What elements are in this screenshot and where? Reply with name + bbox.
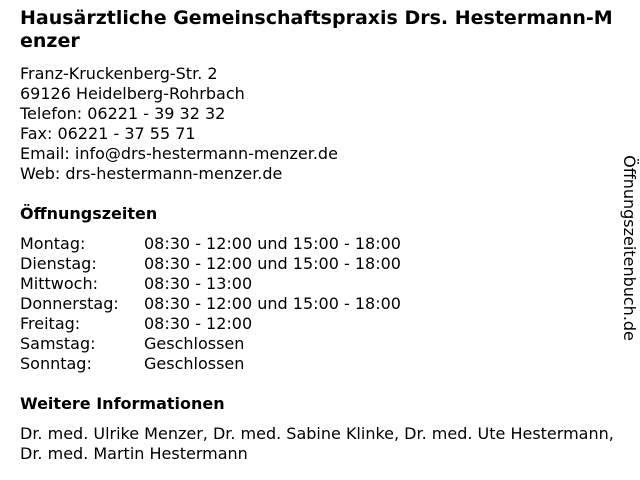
contact-block xyxy=(20,64,338,184)
day-hours: Geschlossen xyxy=(144,354,245,373)
source-watermark: Öffnungszeitenbuch.de xyxy=(620,155,639,341)
day-label: Mittwoch: xyxy=(20,274,98,293)
fax-number: Fax: 06221 - 37 55 71 xyxy=(20,124,196,143)
phone-number: Telefon: 06221 - 39 32 32 xyxy=(20,104,226,123)
opening-hours-table xyxy=(20,234,401,374)
hours-row-tuesday xyxy=(20,254,401,274)
day-hours: 08:30 - 12:00 und 15:00 - 18:00 xyxy=(144,254,401,273)
further-info-heading: Weitere Informationen xyxy=(20,394,225,413)
website-address: Web: drs-hestermann-menzer.de xyxy=(20,164,283,183)
day-label: Sonntag: xyxy=(20,354,92,373)
hours-row-thursday xyxy=(20,294,401,314)
street-address: Franz-Kruckenberg-Str. 2 xyxy=(20,64,218,83)
opening-hours-heading: Öffnungszeiten xyxy=(20,204,158,223)
hours-row-saturday xyxy=(20,334,401,354)
city-address: 69126 Heidelberg-Rohrbach xyxy=(20,84,245,103)
hours-row-sunday xyxy=(20,354,401,374)
day-hours: 08:30 - 12:00 xyxy=(144,314,253,333)
day-hours: 08:30 - 12:00 und 15:00 - 18:00 xyxy=(144,234,401,253)
hours-row-friday xyxy=(20,314,401,334)
further-info-text: Dr. med. Ulrike Menzer, Dr. med. Sabine Klinke, Dr. med. Ute Hestermann, Dr. med. Martin Hestermann xyxy=(20,424,614,463)
day-hours: Geschlossen xyxy=(144,334,245,353)
day-label: Freitag: xyxy=(20,314,81,333)
hours-row-wednesday xyxy=(20,274,401,294)
day-hours: 08:30 - 12:00 und 15:00 - 18:00 xyxy=(144,294,401,313)
day-label: Montag: xyxy=(20,234,86,253)
day-label: Dienstag: xyxy=(20,254,97,273)
day-label: Samstag: xyxy=(20,334,96,353)
day-hours: 08:30 - 13:00 xyxy=(144,274,253,293)
hours-row-monday xyxy=(20,234,401,254)
day-label: Donnerstag: xyxy=(20,294,119,313)
email-address: Email: info@drs-hestermann-menzer.de xyxy=(20,144,338,163)
page-title: Hausärztliche Gemeinschaftspraxis Drs. Hestermann-Menzer xyxy=(20,7,613,52)
